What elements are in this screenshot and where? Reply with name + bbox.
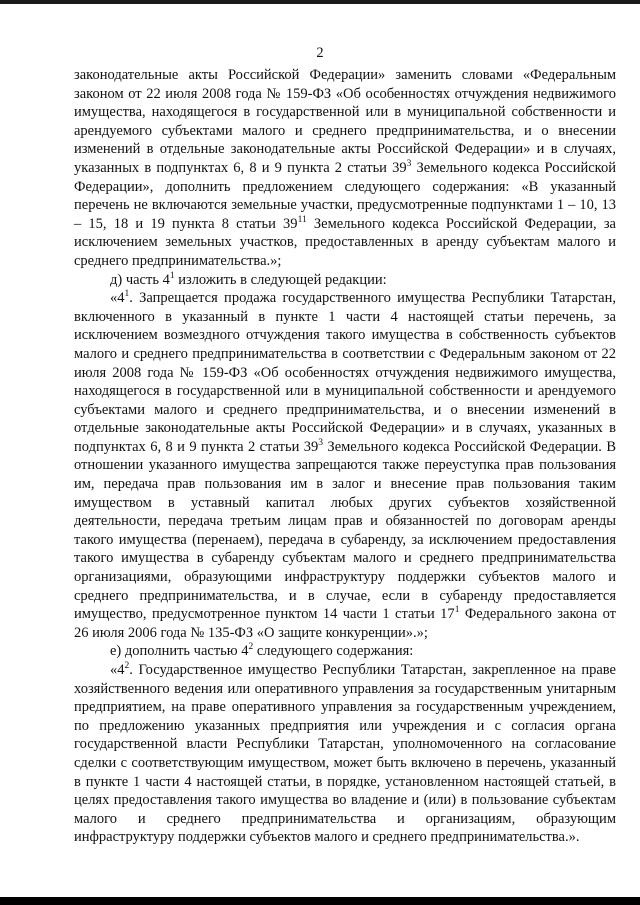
superscript: 2 bbox=[248, 642, 254, 653]
paragraph-text: «4 bbox=[110, 290, 125, 307]
scan-bottom-edge bbox=[0, 897, 640, 905]
superscript: 1 bbox=[124, 289, 130, 300]
paragraph bbox=[74, 289, 616, 642]
paragraph-text: законодательные акты Российской Федерации» заменить словами «Федеральным законом от 22 июля 2008 года № 159-ФЗ «Об особенностях отчуждения недвижимого имущества, находящегося в государственной или в муниципальной собственности и арендуемого субъектами малого и среднего предпринимательства, и о внесении изменений в отдельные законодательные акты Российской Федерации» и в случаях, указанных в подпунктах 6, 8 и 9 пункта 2 статьи 39 bbox=[74, 67, 616, 176]
paragraph-text: «4 bbox=[110, 662, 125, 678]
superscript: 3 bbox=[406, 159, 412, 170]
paragraph-text: д) часть 4 bbox=[110, 271, 170, 288]
document-body bbox=[74, 66, 616, 847]
paragraph bbox=[74, 271, 616, 290]
paragraph-text: . Государственное имущество Республики Татарстан, закрепленное на праве хозяйственного ведения или оперативного управления за государственным унитарным предприятием, на праве оперативного управления за государственным учреждением, по предложению указанных предприятия или учреждения и с согласия органа государственной власти Республики Татарстан, уполномоченного на согласование сделки с соответствующим имуществом, может быть включено в перечень, указанный в пункте 1 части 4 настоящей статьи, в порядке, установленном настоящей статьей, в целях предоставления такого имущества во владение и (или) в пользование субъектам малого и среднего предпринимательства и организациям, образующим инфраструктуру поддержки субъектов малого и среднего предпринимательства.». bbox=[74, 662, 616, 846]
paragraph-text: Земельного кодекса Российской Федерации. В отношении указанного имущества запрещаются также переуступка прав пользования им, передача прав пользования им в залог и внесение прав пользования таким имуществом в уставный капитал любых других субъектов хозяйственной деятельности, передача третьим лицам прав и обязанностей по договорам аренды такого имущества (перенаем), передача в субаренду, за исключением предоставления такого имущества в субаренду субъектам малого и среднего предпринимательства организациями, образующими инфраструктуру поддержки субъектов малого и среднего предпринимательства, и в случае, если в субаренду предоставляется имущество, предусмотренное пунктом 14 части 1 статьи 17 bbox=[74, 438, 616, 623]
superscript: 3 bbox=[318, 438, 324, 449]
paragraph-text: Земельного кодекса Российской Федерации», дополнить предложением следующего содержания: «В указанный перечень не включаются земельные участки, предусмотренные подпунктами 1 – 10, 13 – 15, 18 и 19 пункта 8 статьи 39 bbox=[74, 159, 616, 232]
page-number: 2 bbox=[316, 45, 324, 61]
superscript: 1 bbox=[169, 270, 175, 281]
paragraph bbox=[74, 642, 616, 661]
paragraph-text: . Запрещается продажа государственного имущества Республики Татарстан, включенного в указанный в пункте 1 части 4 настоящей статьи перечень, за исключением возмездного отчуждения такого имущества в собственность субъектов малого и среднего предпринимательства в соответствии с Федеральным законом от 22 июля 2008 года № 159-ФЗ «Об особенностях отчуждения недвижимого имущества, находящегося в государственной или в муниципальной собственности и арендуемого субъектами малого и среднего предпринимательства, и о внесении изменений в отдельные законодательные акты Российской Федерации» и в случаях, указанных в подпунктах 6, 8 и 9 пункта 2 статьи 39 bbox=[74, 290, 616, 455]
scan-top-edge bbox=[0, 0, 640, 4]
superscript: 11 bbox=[297, 214, 307, 225]
superscript: 2 bbox=[124, 661, 130, 672]
superscript: 1 bbox=[454, 605, 460, 616]
paragraph bbox=[74, 66, 616, 271]
paragraph-text: изложить в следующей редакции: bbox=[174, 271, 387, 288]
paragraph-text: е) дополнить частью 4 bbox=[110, 643, 249, 660]
paragraph bbox=[74, 661, 616, 847]
paragraph-text: Федерального закона от 26 июля 2006 года № 135-ФЗ «О защите конкуренции».»; bbox=[74, 606, 616, 641]
paragraph-text: следующего содержания: bbox=[253, 643, 414, 660]
paragraph-text: Земельного кодекса Российской Федерации, за исключением земельных участков, предоставленных в аренду субъектам малого и среднего предпринимательства.»; bbox=[74, 215, 616, 269]
